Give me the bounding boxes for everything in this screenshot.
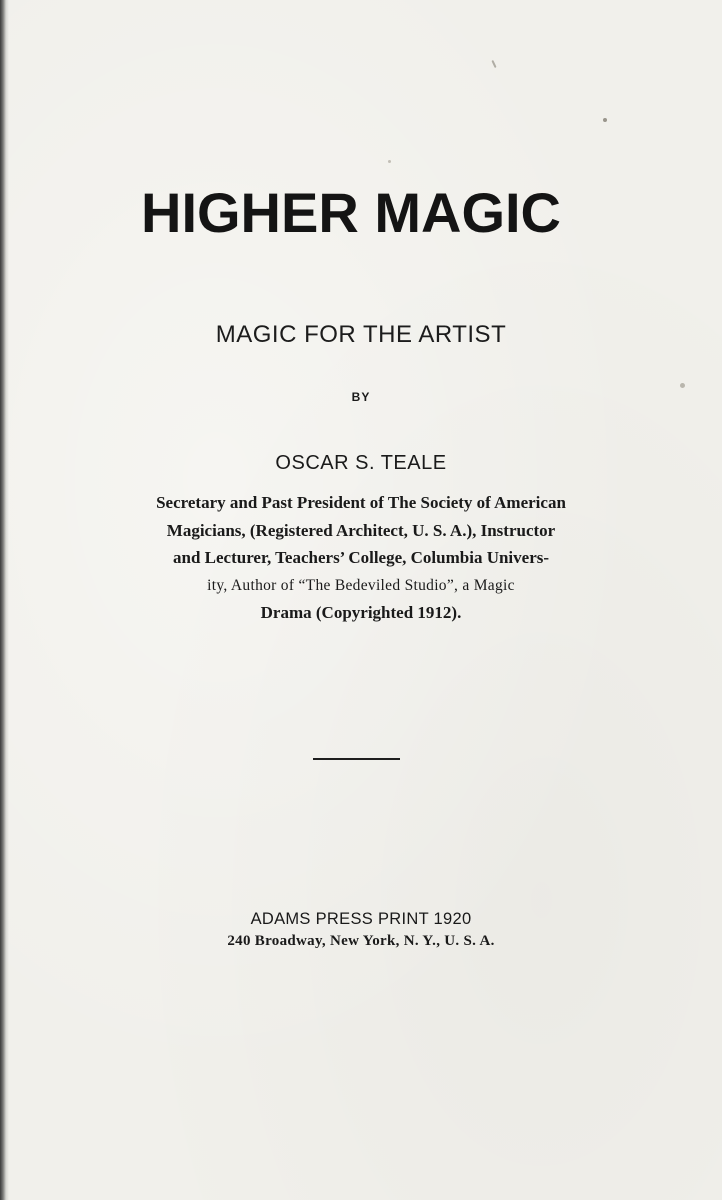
author-credentials (0, 489, 722, 627)
credentials-line: Magicians, (Registered Architect, U. S. A.), Instructor (166, 520, 556, 540)
paper-speck (680, 383, 685, 388)
publisher-address: 240 Broadway, New York, N. Y., U. S. A. (227, 933, 495, 949)
paper-speck (491, 60, 496, 68)
paper-speck (388, 160, 391, 163)
credentials-line: Drama (Copyrighted 1912). (260, 603, 462, 622)
credentials-line: and Lecturer, Teachers’ College, Columbia Univers- (172, 548, 550, 567)
credentials-line: Secretary and Past President of The Society of American (156, 493, 566, 512)
credentials-line: ity, Author of “The Bedeviled Studio”, a Magic (207, 576, 515, 594)
book-title: HIGHER MAGIC (141, 181, 561, 244)
book-subtitle: MAGIC FOR THE ARTIST (215, 321, 507, 348)
paper-speck (603, 118, 607, 122)
by-line: BY (351, 390, 371, 404)
author-name: OSCAR S. TEALE (275, 452, 447, 474)
divider-rule (313, 758, 400, 760)
publisher-line: ADAMS PRESS PRINT 1920 (250, 910, 472, 928)
